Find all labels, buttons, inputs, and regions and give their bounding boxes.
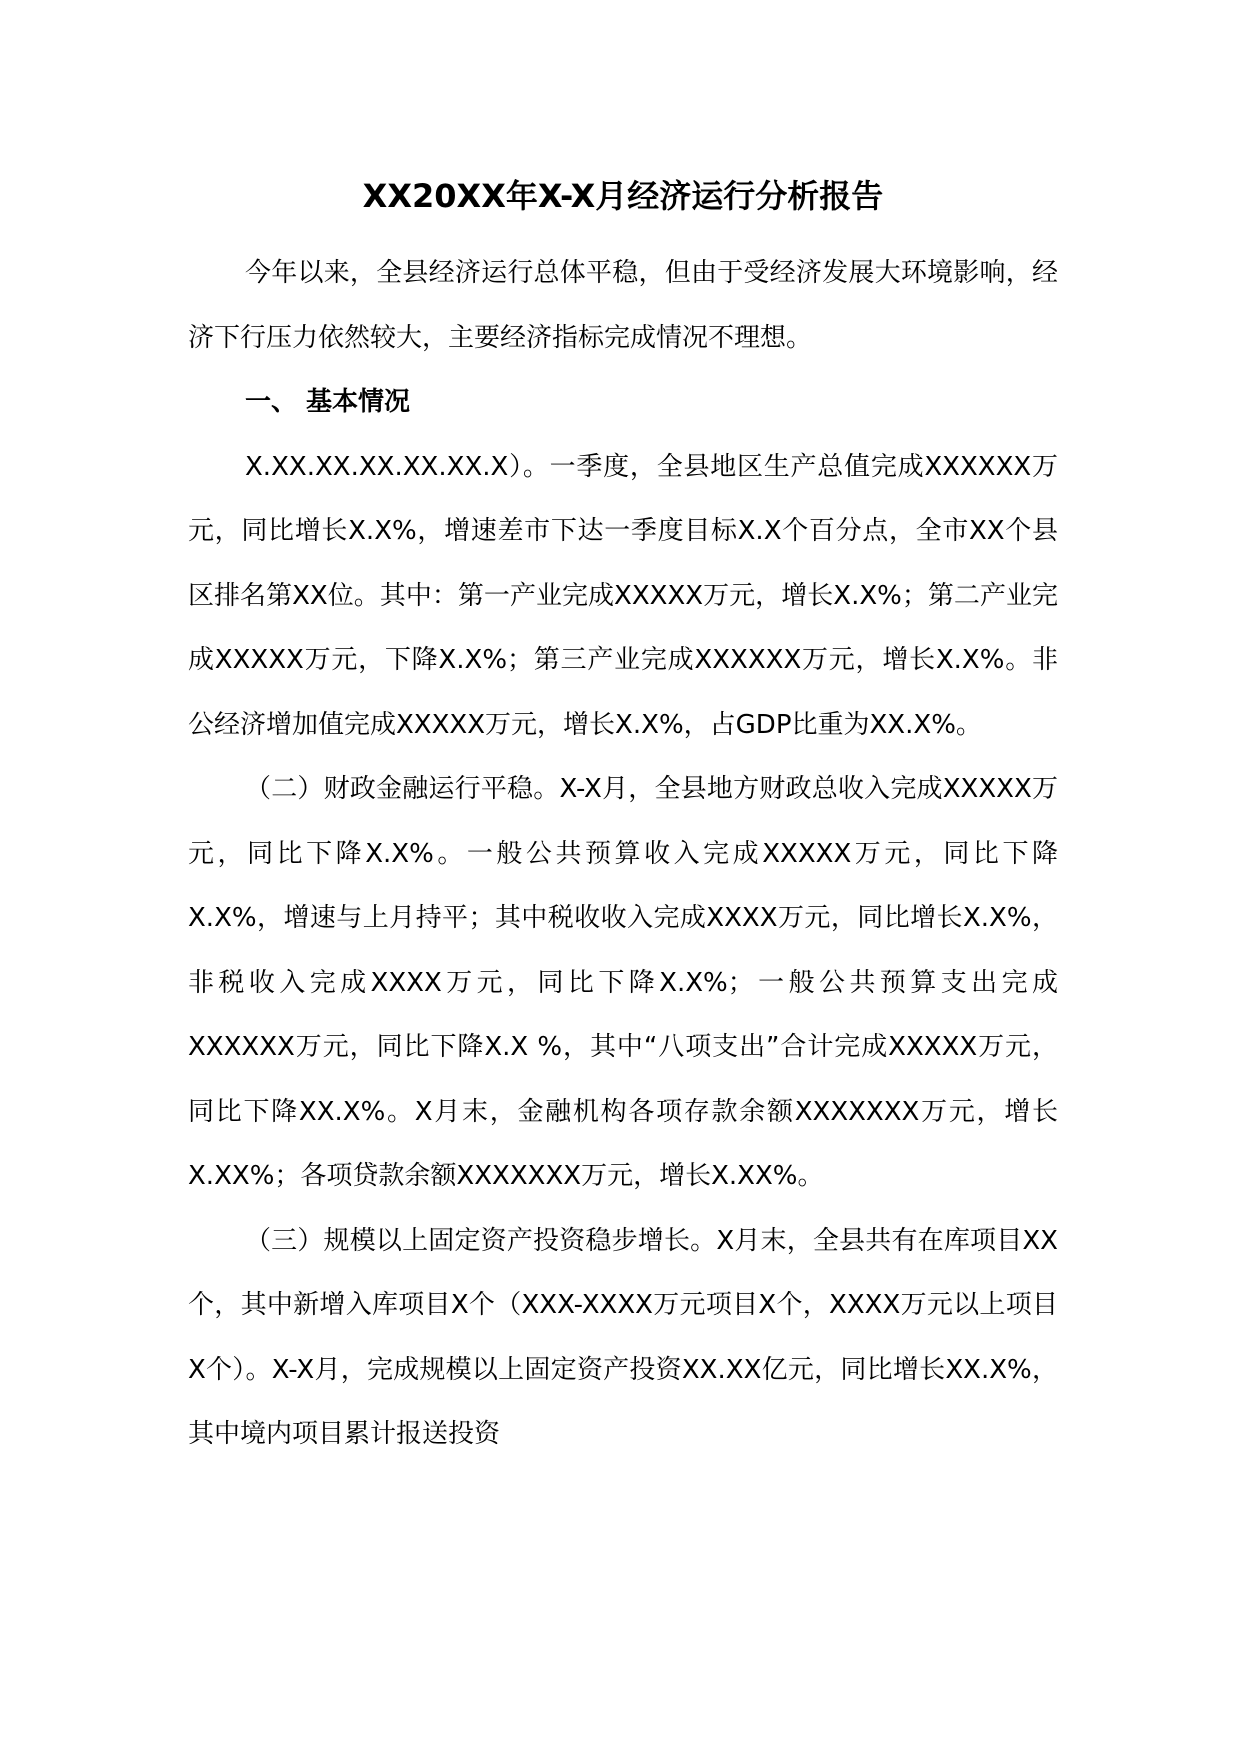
report-title: XX20XX年X-X月经济运行分析报告	[362, 177, 884, 215]
section-heading-basic-situation: 一、 基本情况	[245, 387, 411, 417]
report-body	[188, 241, 1058, 1467]
intro-paragraph: 今年以来，全县经济运行总体平稳，但由于受经济发展大环境影响，经济下行压力依然较大，主要经济指标完成情况不理想。	[188, 258, 1058, 353]
gdp-paragraph: X.XX.XX.XX.XX.XX.X）。一季度，全县地区生产总值完成XXXXXX万元，同比增长X.X%，增速差市下达一季度目标X.X个百分点，全市XX个县区排名第XX位。其中：第一产业完成XXXXX万元，增长X.X%；第二产业完成XXXXX万元，下降X.X%；第三产业完成XXXXXX万元，增长X.X%。非公经济增加值完成XXXXX万元，增长X.X%，占GDP比重为XX.X%。	[188, 451, 1058, 740]
investment-paragraph: （三）规模以上固定资产投资稳步增长。X月末，全县共有在库项目XX个，其中新增入库项目X个（XXX-XXXX万元项目X个，XXXX万元以上项目X个）。X-X月，完成规模以上固定资产投资XX.XX亿元，同比增长XX.X%，其中境内项目累计报送投资	[188, 1225, 1058, 1449]
finance-paragraph: （二）财政金融运行平稳。X-X月，全县地方财政总收入完成XXXXX万元，同比下降X.X%。一般公共预算收入完成XXXXX万元，同比下降X.X%，增速与上月持平；其中税收收入完成XXXX万元，同比增长X.X%，非税收入完成XXXX万元，同比下降X.X%；一般公共预算支出完成XXXXXX万元，同比下降X.X %，其中“八项支出”合计完成XXXXX万元，同比下降XX.X%。X月末，金融机构各项存款余额XXXXXXX万元，增长X.XX%；各项贷款余额XXXXXXX万元，增长X.XX%。	[188, 774, 1058, 1191]
